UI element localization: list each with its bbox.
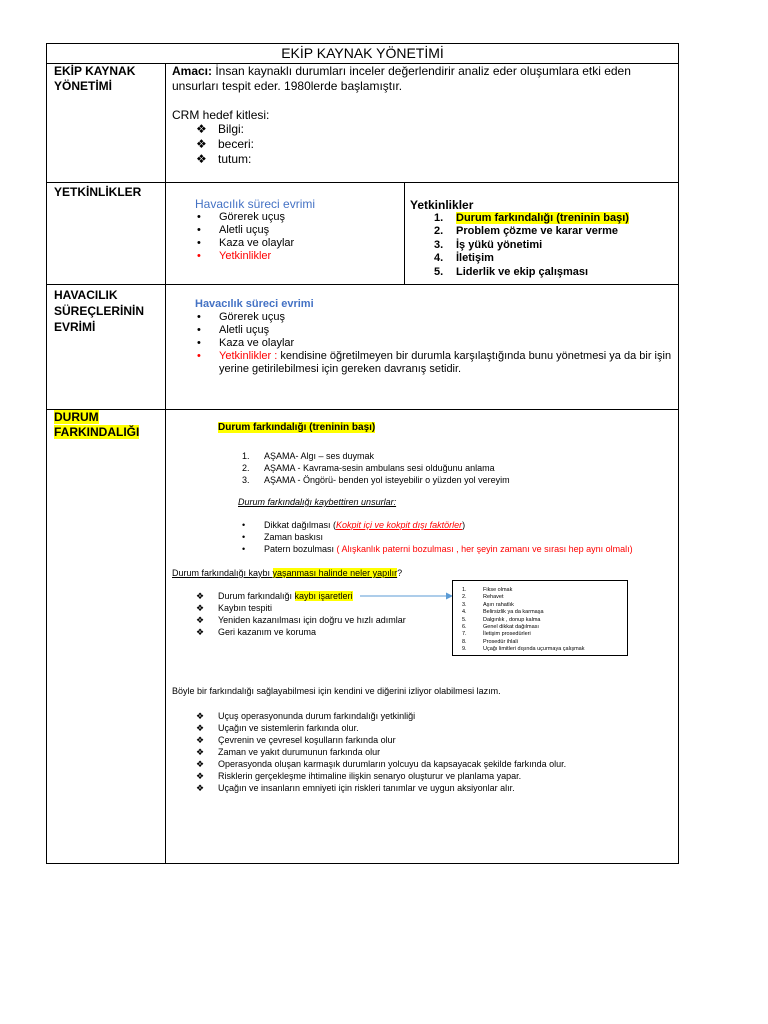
list-item: • Kaza ve olaylar — [197, 337, 295, 349]
diamond-bullet-icon: ❖ — [196, 747, 205, 757]
list-item: 2. Problem çözme ve karar verme — [434, 225, 619, 238]
list-item: ❖ Geri kazanım ve koruma — [196, 627, 317, 637]
list-item: ❖ Operasyonda oluşan karmaşık durumların yolcuyu da kapsayacak şekilde farkında olur. — [196, 759, 567, 769]
arrow-icon — [360, 590, 454, 602]
diamond-bullet-icon: ❖ — [196, 711, 205, 721]
aim-label: Amacı: — [172, 64, 213, 78]
diamond-bullet-icon: ❖ — [196, 627, 205, 637]
list-item: 3. İş yükü yönetimi — [434, 238, 543, 251]
list-item: ❖ Uçağın ve insanların emniyeti için riskleri tanımlar ve uygun aksiyonlar alır. — [196, 783, 515, 793]
diamond-bullet-icon: ❖ — [196, 591, 205, 601]
competencies-right-list — [434, 212, 629, 279]
competencies-right-title: Yetkinlikler — [410, 198, 474, 212]
awareness-stages — [242, 450, 510, 486]
row-label-competencies: YETKİNLİKLER — [54, 185, 142, 199]
list-item: 4. İletişim — [434, 252, 494, 265]
row-label-crm: EKİP KAYNAK YÖNETİMİ — [54, 64, 136, 93]
diamond-bullet-icon: ❖ — [196, 615, 205, 625]
column-divider — [404, 182, 405, 284]
round-bullet-icon: • — [197, 324, 201, 336]
list-item: 1. Durum farkındalığı (treninin başı) — [434, 212, 629, 224]
loss-factors-title: Durum farkındalığı kaybettiren unsurlar: — [238, 497, 397, 507]
list-item-continuation: yerine getirilebilmesi için gereken davranış setidir. — [219, 363, 462, 375]
loss-factors-list — [242, 519, 633, 555]
crm-target-title: CRM hedef kitlesi: — [172, 108, 270, 122]
row-divider — [47, 409, 678, 410]
loss-signs-box — [452, 580, 628, 656]
competencies-left-title: Havacılık süreci evrimi — [195, 197, 316, 211]
list-item: • Aletli uçuş — [197, 324, 270, 336]
list-item: ❖ Bilgi: — [196, 122, 245, 136]
list-item: ❖ Kaybın tespiti — [196, 603, 273, 613]
round-bullet-icon: • — [242, 544, 246, 554]
list-item: 1. Fikse olmak — [462, 587, 513, 593]
round-bullet-icon: • — [197, 337, 201, 349]
list-item: • Dikkat dağılması (Kokpit içi ve kokpit dışı faktörler) — [242, 520, 466, 530]
diamond-bullet-icon: ❖ — [196, 152, 207, 166]
competencies-left-list — [197, 211, 295, 263]
diamond-bullet-icon: ❖ — [196, 783, 205, 793]
round-bullet-icon: • — [197, 237, 201, 249]
list-item: ❖ Uçağın ve sistemlerin farkında olur. — [196, 723, 359, 733]
crm-aim: Amacı: İnsan kaynaklı durumları inceler değerlendirir analiz eder oluşumlara etki eden unsurları tespit eder. 1980lerde başlamıştır. — [172, 64, 631, 93]
diamond-bullet-icon: ❖ — [196, 122, 207, 136]
list-item: 7. İletişim prosedürleri — [462, 631, 531, 638]
list-item: ❖ Yeniden kazanılması için doğru ve hızlı adımlar — [196, 615, 406, 625]
list-item: 3. AŞAMA - Öngörü- benden yol isteyebilir o yüzden yol vereyim — [242, 475, 510, 485]
crm-target-list — [196, 122, 255, 167]
list-item: • Görerek uçuş — [197, 211, 286, 223]
row-label-awareness: DURUM FARKINDALIĞI — [54, 410, 140, 439]
column-divider — [165, 63, 166, 863]
list-item: 4. Belirsizlik ya da karmaşa — [462, 609, 544, 616]
loss-signs-list — [462, 587, 657, 654]
list-item: 2. Rehavet — [462, 594, 504, 601]
list-item: 1. AŞAMA- Algı – ses duymak — [242, 451, 375, 461]
list-item: 5. Liderlik ve ekip çalışması — [434, 265, 589, 278]
diamond-bullet-icon: ❖ — [196, 759, 205, 769]
list-item: ❖ Çevrenin ve çevresel koşulların farkında olur — [196, 735, 396, 745]
awareness-heading: Durum farkındalığı (treninin başı) — [218, 422, 376, 433]
diamond-bullet-icon: ❖ — [196, 735, 205, 745]
diamond-bullet-icon: ❖ — [196, 603, 205, 613]
list-item: ❖ tutum: — [196, 152, 252, 166]
page-title: EKİP KAYNAK YÖNETİMİ — [281, 45, 444, 61]
row-label-evolution: HAVACILIK SÜREÇLERİNİN EVRİMİ — [54, 288, 145, 334]
diamond-bullet-icon: ❖ — [196, 723, 205, 733]
round-bullet-icon: • — [197, 350, 201, 362]
list-item: • Zaman baskısı — [242, 532, 324, 542]
row-divider — [47, 284, 678, 285]
list-item: ❖ beceri: — [196, 137, 255, 151]
list-item: • Aletli uçuş — [197, 224, 270, 236]
round-bullet-icon: • — [197, 211, 201, 223]
list-item: 9. Uçağı limitleri dışında uçurmaya çalışmak — [462, 646, 585, 653]
list-item: • Patern bozulması ( Alışkanlık paterni bozulması , her şeyin zamanı ve sırası hep aynı olmalı) — [242, 544, 633, 554]
list-item: 2. AŞAMA - Kavrama-sesin ambulans sesi olduğunu anlama — [242, 463, 495, 473]
row-divider — [47, 182, 678, 183]
evolution-title: Havacılık süreci evrimi — [195, 298, 314, 310]
list-item: 6. Genel dikkat dağılması — [462, 624, 539, 631]
list-item: 5. Dalgınlık , donup kalma — [462, 616, 541, 623]
list-item: ❖ Uçuş operasyonunda durum farkındalığı yetkinliği — [196, 711, 416, 721]
round-bullet-icon: • — [197, 250, 201, 262]
round-bullet-icon: • — [197, 311, 201, 323]
awareness-summary: Böyle bir farkındalığı sağlayabilmesi için kendini ve diğerini izliyor olabilmesi lazım. — [172, 686, 501, 696]
list-item: ❖ Durum farkındalığı kaybı işaretleri — [196, 591, 353, 601]
list-item: • Kaza ve olaylar — [197, 237, 295, 249]
awareness-abilities — [196, 710, 567, 794]
list-item: ❖ Zaman ve yakıt durumunun farkında olur — [196, 747, 381, 757]
round-bullet-icon: • — [197, 224, 201, 236]
diamond-bullet-icon: ❖ — [196, 137, 207, 151]
list-item: • Yetkinlikler : kendisine öğretilmeyen bir durumla karşılaştığında bunu yönetmesi ya da bir işin — [197, 350, 672, 362]
evolution-list — [197, 311, 672, 376]
round-bullet-icon: • — [242, 520, 246, 530]
list-item: 3. Aşırı rahatlık — [462, 601, 514, 608]
list-item: 8. Prosedür ihlali — [462, 638, 518, 645]
list-item: • Yetkinlikler — [197, 250, 272, 262]
loss-question: Durum farkındalığı kaybı yaşanması halinde neler yapılır? — [172, 568, 403, 578]
list-item: • Görerek uçuş — [197, 311, 286, 323]
list-item: ❖ Risklerin gerçekleşme ihtimaline ilişkin senaryo oluşturur ve planlama yapar. — [196, 771, 522, 781]
diamond-bullet-icon: ❖ — [196, 771, 205, 781]
round-bullet-icon: • — [242, 532, 246, 542]
